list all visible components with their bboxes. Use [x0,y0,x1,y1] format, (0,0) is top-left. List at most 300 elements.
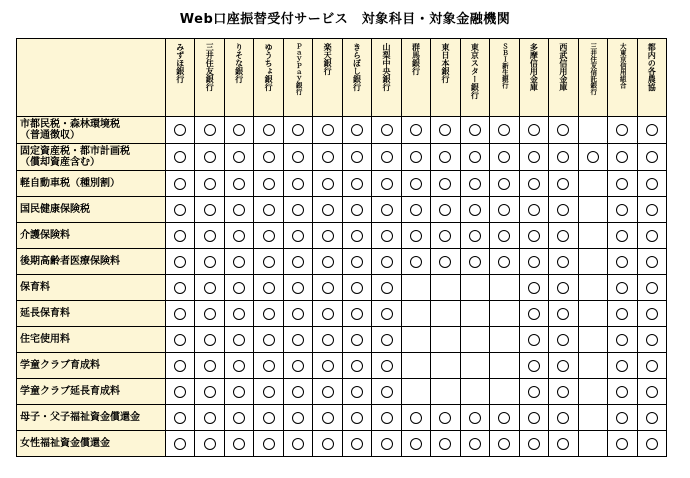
available-mark-cell [608,171,637,197]
bank-name: 楽天銀行 [323,43,333,75]
circle-mark-icon [263,308,275,320]
available-mark-cell [254,431,283,457]
circle-mark-icon [528,438,540,450]
circle-mark-icon [616,230,628,242]
available-mark-cell [637,301,667,327]
bank-name: ゆうちょ銀行 [264,43,274,91]
circle-mark-icon [292,334,304,346]
subject-rows [17,117,667,457]
empty-cell [460,379,489,405]
circle-mark-icon [528,360,540,372]
circle-mark-icon [322,412,334,424]
subject-row [17,144,667,171]
available-mark-cell [224,171,253,197]
subject-row [17,249,667,275]
circle-mark-icon [174,178,186,190]
circle-mark-icon [616,308,628,320]
circle-mark-icon [174,334,186,346]
circle-mark-icon [616,282,628,294]
available-mark-cell [490,144,519,171]
circle-mark-icon [410,178,422,190]
circle-mark-icon [351,386,363,398]
empty-cell [401,301,430,327]
bank-name: 群馬銀行 [411,43,421,75]
available-mark-cell [166,275,195,301]
circle-mark-icon [204,438,216,450]
circle-mark-icon [557,230,569,242]
circle-mark-icon [351,360,363,372]
bank-column-header [608,39,637,117]
subject-row [17,379,667,405]
circle-mark-icon [646,412,658,424]
circle-mark-icon [204,151,216,163]
available-mark-cell [401,197,430,223]
empty-cell [578,197,607,223]
bank-column-header [549,39,578,117]
circle-mark-icon [292,412,304,424]
available-mark-cell [283,171,312,197]
available-mark-cell [549,301,578,327]
subject-label-line: 学童クラブ育成料 [20,360,100,371]
available-mark-cell [460,171,489,197]
available-mark-cell [401,223,430,249]
available-mark-cell [254,171,283,197]
subject-row [17,405,667,431]
available-mark-cell [431,249,460,275]
circle-mark-icon [557,438,569,450]
subject-label-line: 学童クラブ延長育成料 [20,386,120,397]
circle-mark-icon [616,438,628,450]
available-mark-cell [431,197,460,223]
circle-mark-icon [292,308,304,320]
circle-mark-icon [646,334,658,346]
available-mark-cell [490,171,519,197]
circle-mark-icon [204,308,216,320]
empty-cell [578,431,607,457]
bank-name: きらぼし銀行 [352,43,362,91]
available-mark-cell [460,144,489,171]
circle-mark-icon [351,230,363,242]
circle-mark-icon [174,256,186,268]
available-mark-cell [549,327,578,353]
available-mark-cell [195,379,224,405]
circle-mark-icon [322,438,334,450]
circle-mark-icon [292,438,304,450]
circle-mark-icon [204,360,216,372]
circle-mark-icon [381,412,393,424]
circle-mark-icon [174,230,186,242]
circle-mark-icon [322,204,334,216]
available-mark-cell [549,431,578,457]
circle-mark-icon [557,256,569,268]
available-mark-cell [166,379,195,405]
circle-mark-icon [410,204,422,216]
available-mark-cell [342,353,371,379]
available-mark-cell [549,144,578,171]
available-mark-cell [224,223,253,249]
circle-mark-icon [381,230,393,242]
available-mark-cell [549,117,578,144]
available-mark-cell [224,144,253,171]
circle-mark-icon [557,412,569,424]
available-mark-cell [254,353,283,379]
empty-cell [401,275,430,301]
subject-row [17,431,667,457]
empty-cell [490,353,519,379]
circle-mark-icon [616,386,628,398]
circle-mark-icon [263,438,275,450]
empty-cell [460,353,489,379]
available-mark-cell [460,431,489,457]
available-mark-cell [224,301,253,327]
available-mark-cell [224,327,253,353]
circle-mark-icon [322,178,334,190]
available-mark-cell [224,275,253,301]
subject-row [17,353,667,379]
available-mark-cell [166,223,195,249]
available-mark-cell [637,379,667,405]
circle-mark-icon [381,204,393,216]
subject-row [17,171,667,197]
subject-label-line: 介護保険料 [20,230,70,241]
circle-mark-icon [381,334,393,346]
circle-mark-icon [498,438,510,450]
empty-cell [401,379,430,405]
circle-mark-icon [174,282,186,294]
available-mark-cell [372,223,401,249]
circle-mark-icon [498,230,510,242]
available-mark-cell [283,431,312,457]
empty-cell [578,249,607,275]
available-mark-cell [254,117,283,144]
available-mark-cell [342,301,371,327]
empty-cell [401,353,430,379]
bank-column-header [313,39,342,117]
circle-mark-icon [381,256,393,268]
circle-mark-icon [263,334,275,346]
circle-mark-icon [557,308,569,320]
subject-label-line: 固定資産税・都市計画税 [20,146,130,157]
circle-mark-icon [498,412,510,424]
available-mark-cell [578,144,607,171]
available-mark-cell [342,379,371,405]
subject-row [17,117,667,144]
subject-label [17,327,166,353]
circle-mark-icon [439,230,451,242]
circle-mark-icon [646,256,658,268]
circle-mark-icon [410,230,422,242]
corner-cell [17,39,166,117]
circle-mark-icon [439,256,451,268]
available-mark-cell [519,171,548,197]
available-mark-cell [372,353,401,379]
available-mark-cell [372,379,401,405]
available-mark-cell [372,144,401,171]
circle-mark-icon [557,334,569,346]
available-mark-cell [342,197,371,223]
available-mark-cell [519,249,548,275]
circle-mark-icon [233,256,245,268]
circle-mark-icon [616,256,628,268]
circle-mark-icon [174,360,186,372]
circle-mark-icon [439,438,451,450]
subject-label [17,275,166,301]
circle-mark-icon [351,282,363,294]
circle-mark-icon [439,178,451,190]
circle-mark-icon [646,308,658,320]
circle-mark-icon [646,386,658,398]
available-mark-cell [519,431,548,457]
circle-mark-icon [646,178,658,190]
circle-mark-icon [233,386,245,398]
circle-mark-icon [616,334,628,346]
empty-cell [490,301,519,327]
available-mark-cell [283,197,312,223]
circle-mark-icon [381,360,393,372]
subject-label-line: 住宅使用料 [20,334,70,345]
available-mark-cell [195,405,224,431]
circle-mark-icon [351,256,363,268]
available-mark-cell [342,327,371,353]
empty-cell [460,327,489,353]
available-mark-cell [342,144,371,171]
circle-mark-icon [174,151,186,163]
bank-column-header [460,39,489,117]
available-mark-cell [608,275,637,301]
circle-mark-icon [233,412,245,424]
available-mark-cell [608,301,637,327]
circle-mark-icon [616,151,628,163]
available-mark-cell [608,405,637,431]
subject-label-line: （償却資産含む） [20,157,100,168]
available-mark-cell [166,117,195,144]
circle-mark-icon [322,308,334,320]
circle-mark-icon [233,308,245,320]
empty-cell [431,275,460,301]
available-mark-cell [401,117,430,144]
available-mark-cell [490,405,519,431]
available-mark-cell [490,249,519,275]
circle-mark-icon [292,230,304,242]
subject-label [17,223,166,249]
available-mark-cell [549,197,578,223]
circle-mark-icon [263,204,275,216]
circle-mark-icon [646,124,658,136]
available-mark-cell [549,379,578,405]
available-mark-cell [224,353,253,379]
available-mark-cell [549,275,578,301]
available-mark-cell [195,144,224,171]
circle-mark-icon [263,386,275,398]
circle-mark-icon [528,334,540,346]
circle-mark-icon [469,412,481,424]
available-mark-cell [519,379,548,405]
empty-cell [578,117,607,144]
circle-mark-icon [410,151,422,163]
circle-mark-icon [528,256,540,268]
circle-mark-icon [381,151,393,163]
available-mark-cell [195,249,224,275]
available-mark-cell [637,431,667,457]
available-mark-cell [372,301,401,327]
available-mark-cell [313,301,342,327]
available-mark-cell [637,197,667,223]
available-mark-cell [372,171,401,197]
available-mark-cell [460,117,489,144]
circle-mark-icon [381,124,393,136]
circle-mark-icon [469,178,481,190]
subject-label [17,117,166,144]
circle-mark-icon [233,282,245,294]
empty-cell [460,301,489,327]
bank-name: 三井住友銀行 [205,43,215,91]
circle-mark-icon [557,151,569,163]
available-mark-cell [254,327,283,353]
empty-cell [460,275,489,301]
circle-mark-icon [322,151,334,163]
circle-mark-icon [646,282,658,294]
available-mark-cell [519,275,548,301]
circle-mark-icon [263,124,275,136]
available-mark-cell [283,379,312,405]
circle-mark-icon [528,230,540,242]
subject-label-line: 軽自動車税（種別割） [20,178,120,189]
empty-cell [578,379,607,405]
circle-mark-icon [292,386,304,398]
empty-cell [401,327,430,353]
subject-label [17,249,166,275]
available-mark-cell [637,353,667,379]
available-mark-cell [254,144,283,171]
circle-mark-icon [469,124,481,136]
available-mark-cell [490,431,519,457]
available-mark-cell [342,117,371,144]
available-mark-cell [166,171,195,197]
bank-name: 東京スター銀行 [470,43,480,99]
empty-cell [578,327,607,353]
circle-mark-icon [351,308,363,320]
available-mark-cell [254,379,283,405]
circle-mark-icon [233,334,245,346]
bank-name: ＰａｙＰａｙ銀行 [294,43,303,95]
subject-row [17,327,667,353]
available-mark-cell [519,405,548,431]
available-mark-cell [608,431,637,457]
bank-name: 山梨中央銀行 [382,43,392,91]
circle-mark-icon [498,178,510,190]
available-mark-cell [283,301,312,327]
bank-column-header [431,39,460,117]
circle-mark-icon [616,124,628,136]
circle-mark-icon [174,124,186,136]
available-mark-cell [283,223,312,249]
circle-mark-icon [204,204,216,216]
available-mark-cell [313,144,342,171]
available-mark-cell [166,249,195,275]
available-mark-cell [372,249,401,275]
circle-mark-icon [587,151,599,163]
circle-mark-icon [646,204,658,216]
circle-mark-icon [381,178,393,190]
circle-mark-icon [616,360,628,372]
available-mark-cell [283,327,312,353]
available-mark-cell [342,431,371,457]
circle-mark-icon [498,151,510,163]
circle-mark-icon [469,438,481,450]
available-mark-cell [254,301,283,327]
empty-cell [578,405,607,431]
available-mark-cell [342,223,371,249]
bank-column-header [372,39,401,117]
available-mark-cell [313,379,342,405]
circle-mark-icon [292,282,304,294]
bank-column-header [637,39,667,117]
bank-name: 都内の各農協 [647,43,657,91]
circle-mark-icon [322,386,334,398]
available-mark-cell [608,327,637,353]
available-mark-cell [195,431,224,457]
available-mark-cell [431,223,460,249]
available-mark-cell [490,117,519,144]
circle-mark-icon [528,151,540,163]
available-mark-cell [283,275,312,301]
available-mark-cell [401,249,430,275]
available-mark-cell [254,405,283,431]
circle-mark-icon [381,308,393,320]
available-mark-cell [313,197,342,223]
subject-label [17,431,166,457]
subject-label [17,405,166,431]
available-mark-cell [637,327,667,353]
subject-row [17,197,667,223]
subject-row [17,301,667,327]
circle-mark-icon [439,151,451,163]
circle-mark-icon [528,204,540,216]
circle-mark-icon [646,438,658,450]
circle-mark-icon [616,412,628,424]
circle-mark-icon [528,282,540,294]
circle-mark-icon [292,204,304,216]
circle-mark-icon [263,151,275,163]
circle-mark-icon [381,386,393,398]
circle-mark-icon [351,204,363,216]
empty-cell [578,275,607,301]
bank-name: りそな銀行 [234,43,244,83]
available-mark-cell [608,249,637,275]
subject-label [17,301,166,327]
bank-column-header [578,39,607,117]
available-mark-cell [283,144,312,171]
circle-mark-icon [322,334,334,346]
available-mark-cell [166,327,195,353]
available-mark-cell [401,431,430,457]
available-mark-cell [519,301,548,327]
available-mark-cell [519,223,548,249]
available-mark-cell [460,405,489,431]
circle-mark-icon [557,178,569,190]
empty-cell [578,223,607,249]
available-mark-cell [342,171,371,197]
available-mark-cell [313,405,342,431]
circle-mark-icon [174,386,186,398]
available-mark-cell [519,197,548,223]
available-mark-cell [224,431,253,457]
bank-name: 多摩信用金庫 [529,43,539,91]
available-mark-cell [224,197,253,223]
available-mark-cell [431,405,460,431]
available-mark-cell [460,249,489,275]
subject-row [17,223,667,249]
